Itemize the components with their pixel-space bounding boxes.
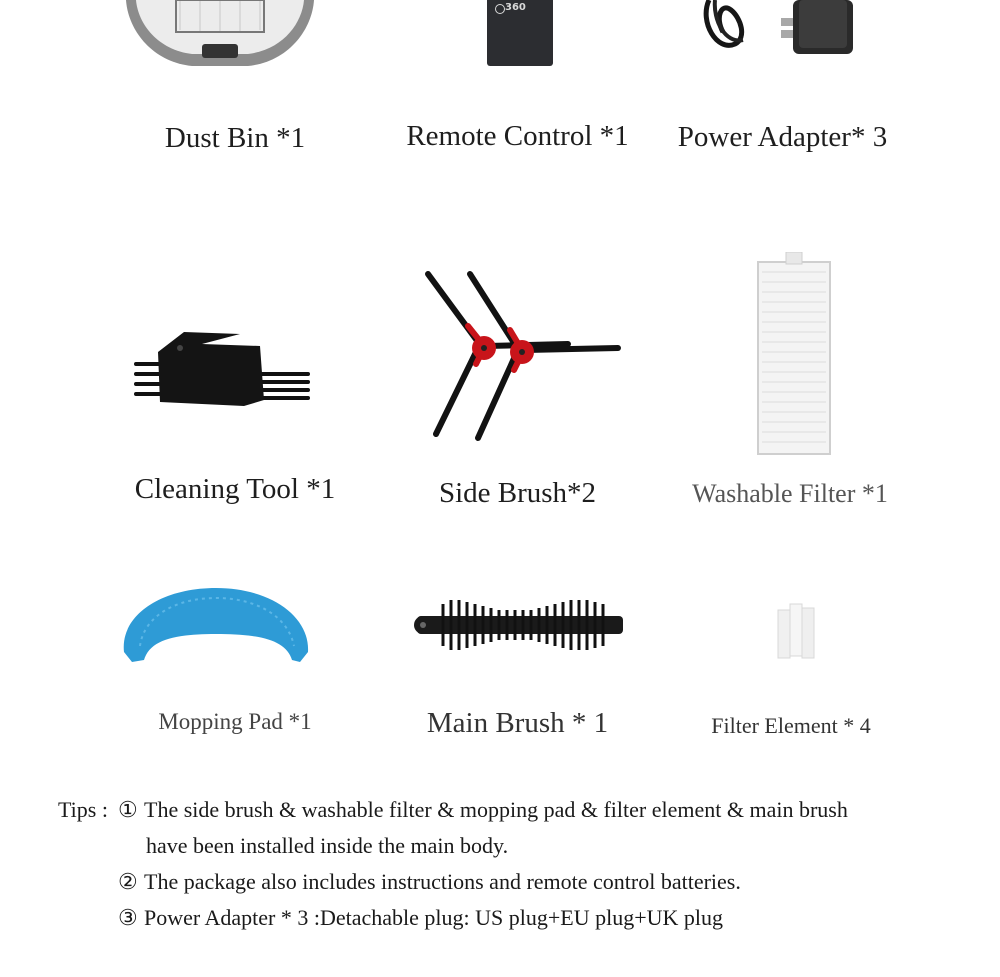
filter-element-icon bbox=[776, 602, 816, 660]
side-brush-icon bbox=[418, 266, 628, 442]
item-label-power-adapter: Power Adapter* 3 bbox=[677, 121, 888, 153]
power-adapter-icon bbox=[695, 0, 860, 58]
item-label-dust-bin: Dust Bin *1 bbox=[164, 122, 306, 154]
tip-row-3 bbox=[58, 900, 958, 936]
tip-text-1: The side brush & washable filter & mopping pad & filter element & main brush bbox=[144, 797, 848, 822]
tips-prefix: Tips : bbox=[58, 797, 108, 822]
washable-filter-icon bbox=[756, 252, 832, 456]
dust-bin-icon bbox=[120, 0, 320, 72]
remote-control-body bbox=[487, 0, 553, 66]
tip-row-2 bbox=[58, 864, 958, 900]
main-brush-icon bbox=[413, 596, 627, 654]
item-label-side-brush: Side Brush*2 bbox=[438, 477, 597, 509]
tip-number-3: ③ bbox=[118, 905, 138, 930]
item-label-filter-element: Filter Element * 4 bbox=[711, 713, 871, 738]
tip-row-1 bbox=[58, 792, 958, 828]
item-label-washable-filter: Washable Filter *1 bbox=[692, 479, 888, 508]
tip-text-2: The package also includes instructions and remote control batteries. bbox=[144, 869, 741, 894]
tip-number-2: ② bbox=[118, 869, 138, 894]
tip-text-1-continuation: have been installed inside the main body. bbox=[146, 833, 509, 858]
mopping-pad-icon bbox=[120, 586, 312, 664]
remote-logo-ring-icon bbox=[495, 4, 505, 14]
item-label-main-brush: Main Brush * 1 bbox=[426, 707, 609, 739]
tips-section bbox=[58, 792, 958, 936]
cleaning-tool-icon bbox=[132, 328, 312, 410]
remote-logo: 360 bbox=[505, 2, 526, 13]
tip-row-1-continuation bbox=[58, 828, 958, 864]
tip-text-3: Power Adapter * 3 :Detachable plug: US plug+EU plug+UK plug bbox=[144, 905, 724, 930]
item-label-remote-control: Remote Control *1 bbox=[406, 120, 629, 152]
item-label-cleaning-tool: Cleaning Tool *1 bbox=[134, 473, 336, 505]
tip-number-1: ① bbox=[118, 797, 138, 822]
item-label-mopping-pad: Mopping Pad *1 bbox=[158, 709, 312, 734]
